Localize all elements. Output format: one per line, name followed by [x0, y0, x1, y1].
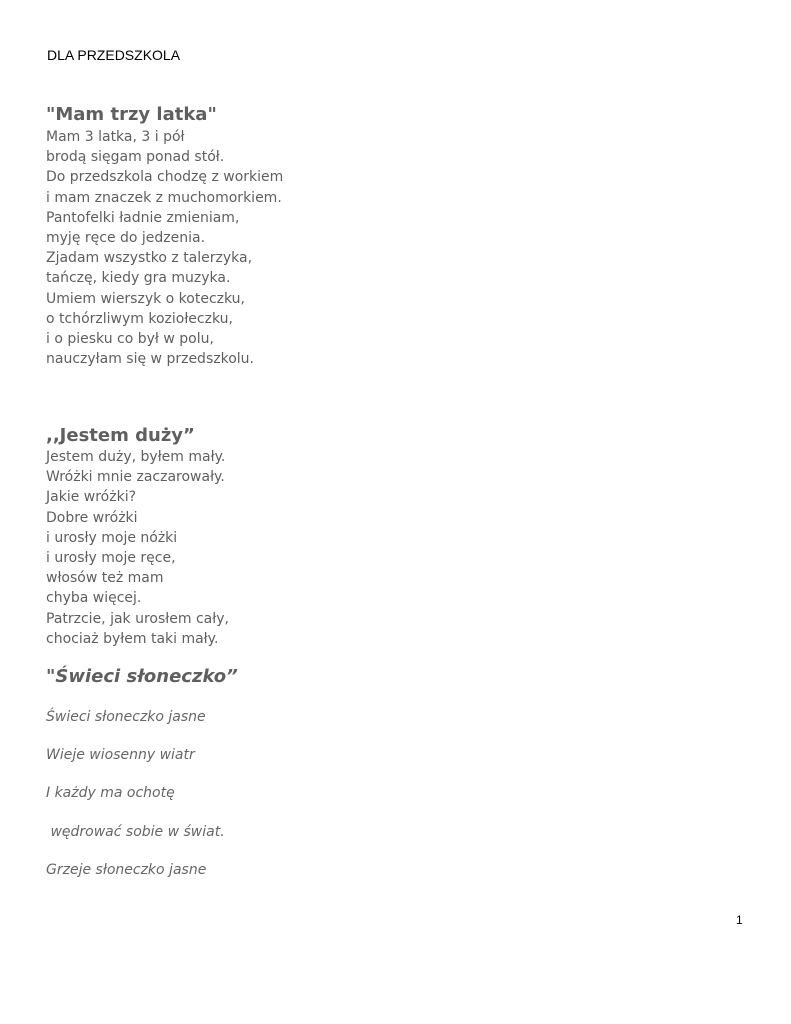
poem-body-jestem-duzy [46, 447, 229, 649]
poem-line: i urosły moje nóżki [46, 529, 178, 546]
poem-line: Grzeje słoneczko jasne [46, 861, 207, 878]
poem-body-mam-trzy-latka [46, 127, 283, 369]
poem-line: chociaż byłem taki mały. [46, 630, 219, 647]
poem-line: Świeci słoneczko jasne [46, 709, 206, 725]
poem-line: myję ręce do jedzenia. [46, 230, 206, 247]
poem-line: i mam znaczek z muchomorkiem. [46, 189, 282, 206]
page-number: 1 [736, 913, 743, 927]
poem-title-swieci-sloneczko: "Świeci słoneczko” [46, 666, 238, 687]
poem-line: Jakie wróżki? [46, 489, 137, 506]
poem-line: Dobre wróżki [46, 509, 138, 526]
poem-title-jestem-duzy: ,,Jestem duży” [46, 425, 195, 446]
poem-title-mam-trzy-latka: "Mam trzy latka" [46, 104, 217, 125]
poem-line: Do przedszkola chodzę z workiem [46, 169, 284, 186]
poem-line: Wieje wiosenny wiatr [46, 747, 195, 764]
poem-line: I każdy ma ochotę [46, 785, 175, 802]
poem-line: chyba więcej. [46, 590, 142, 607]
poem-body-swieci-sloneczko [46, 698, 225, 889]
poem-line: nauczyłam się w przedszkolu. [46, 351, 254, 368]
poem-line: Zjadam wszystko z talerzyka, [46, 250, 253, 267]
poem-line: Mam 3 latka, 3 i pół [46, 129, 185, 145]
document-header: DLA PRZEDSZKOLA [47, 47, 181, 63]
poem-line: Patrzcie, jak urosłem cały, [46, 610, 229, 627]
poem-line: o tchórzliwym koziołeczku, [46, 310, 233, 327]
poem-line: Umiem wierszyk o koteczku, [46, 290, 246, 307]
poem-line: wędrować sobie w świat. [46, 823, 225, 840]
poem-line: Pantofelki ładnie zmieniam, [46, 209, 240, 226]
poem-line: i urosły moje ręce, [46, 550, 176, 567]
poem-line: Jestem duży, byłem mały. [46, 449, 226, 465]
poem-line: tańczę, kiedy gra muzyka. [46, 270, 231, 287]
poem-line: Wróżki mnie zaczarowały. [46, 469, 225, 486]
poem-line: i o piesku co był w polu, [46, 331, 214, 348]
poem-line: włosów też mam [46, 570, 164, 587]
poem-line: brodą sięgam ponad stół. [46, 149, 225, 166]
